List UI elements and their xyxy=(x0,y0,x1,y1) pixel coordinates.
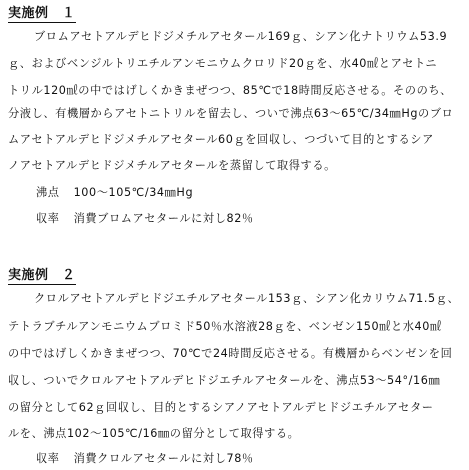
example2-yield xyxy=(36,452,254,466)
example1-line-5: ムアセトアルデヒドジメチルアセタール60ｇを回収し、つづいて目的とするシア xyxy=(8,133,434,146)
example2-heading: 実施例 ２ xyxy=(8,268,76,283)
yield-value: 消費ブロムアセタールに対し82％ xyxy=(73,212,254,225)
example1-line-3: トリル120㎖の中ではげしくかきまぜつつ、85℃で18時間反応させる。そののち、 xyxy=(8,84,452,97)
example1-line-1: ブロムアセトアルデヒドジメチルアセタール169ｇ、シアン化ナトリウム53.9 xyxy=(34,30,448,43)
example1-line-4: 分液し、有機層からアセトニトリルを留去し、ついで沸点63～65℃/34㎜Hgのブロ xyxy=(8,107,454,120)
example1-heading: 実施例 １ xyxy=(8,6,76,21)
boiling-point-label: 沸点 xyxy=(36,186,60,199)
example1-line-2: ｇ、およびベンジルトリエチルアンモニウムクロリド20ｇを、水40㎖とアセトニ xyxy=(8,57,438,70)
example2-line-3: の中ではげしくかきまぜつつ、70℃で24時間反応させる。有機層からベンゼンを回 xyxy=(8,347,453,360)
example2-line-6: ルを、沸点102～105℃/16㎜の留分として取得する。 xyxy=(8,427,300,440)
yield-label: 収率 xyxy=(36,452,60,465)
example2-line-1: クロルアセトアルデヒドジエチルアセタール153ｇ、シアン化カリウム71.5ｇ、 xyxy=(34,292,460,305)
example2-line-5: の留分として62ｇ回収し、目的とするシアノアセトアルデヒドジエチルアセター xyxy=(8,401,434,414)
example1-line-6: ノアセトアルデヒドジメチルアセタールを蒸留して取得する。 xyxy=(8,159,336,172)
yield-label: 収率 xyxy=(36,212,60,225)
example1-yield xyxy=(36,212,254,226)
boiling-point-value: 100～105℃/34㎜Hg xyxy=(73,186,194,199)
example1-boiling-point xyxy=(36,186,193,200)
example2-line-2: テトラブチルアンモニウムブロミド50％水溶液28ｇを、ベンゼン150㎖と水40㎖ xyxy=(8,320,442,333)
example2-line-4: 収し、ついでクロルアセトアルデヒドジエチルアセタールを、沸点53～54°/16㎜ xyxy=(8,374,441,387)
yield-value: 消費クロルアセタールに対し78％ xyxy=(73,452,254,465)
